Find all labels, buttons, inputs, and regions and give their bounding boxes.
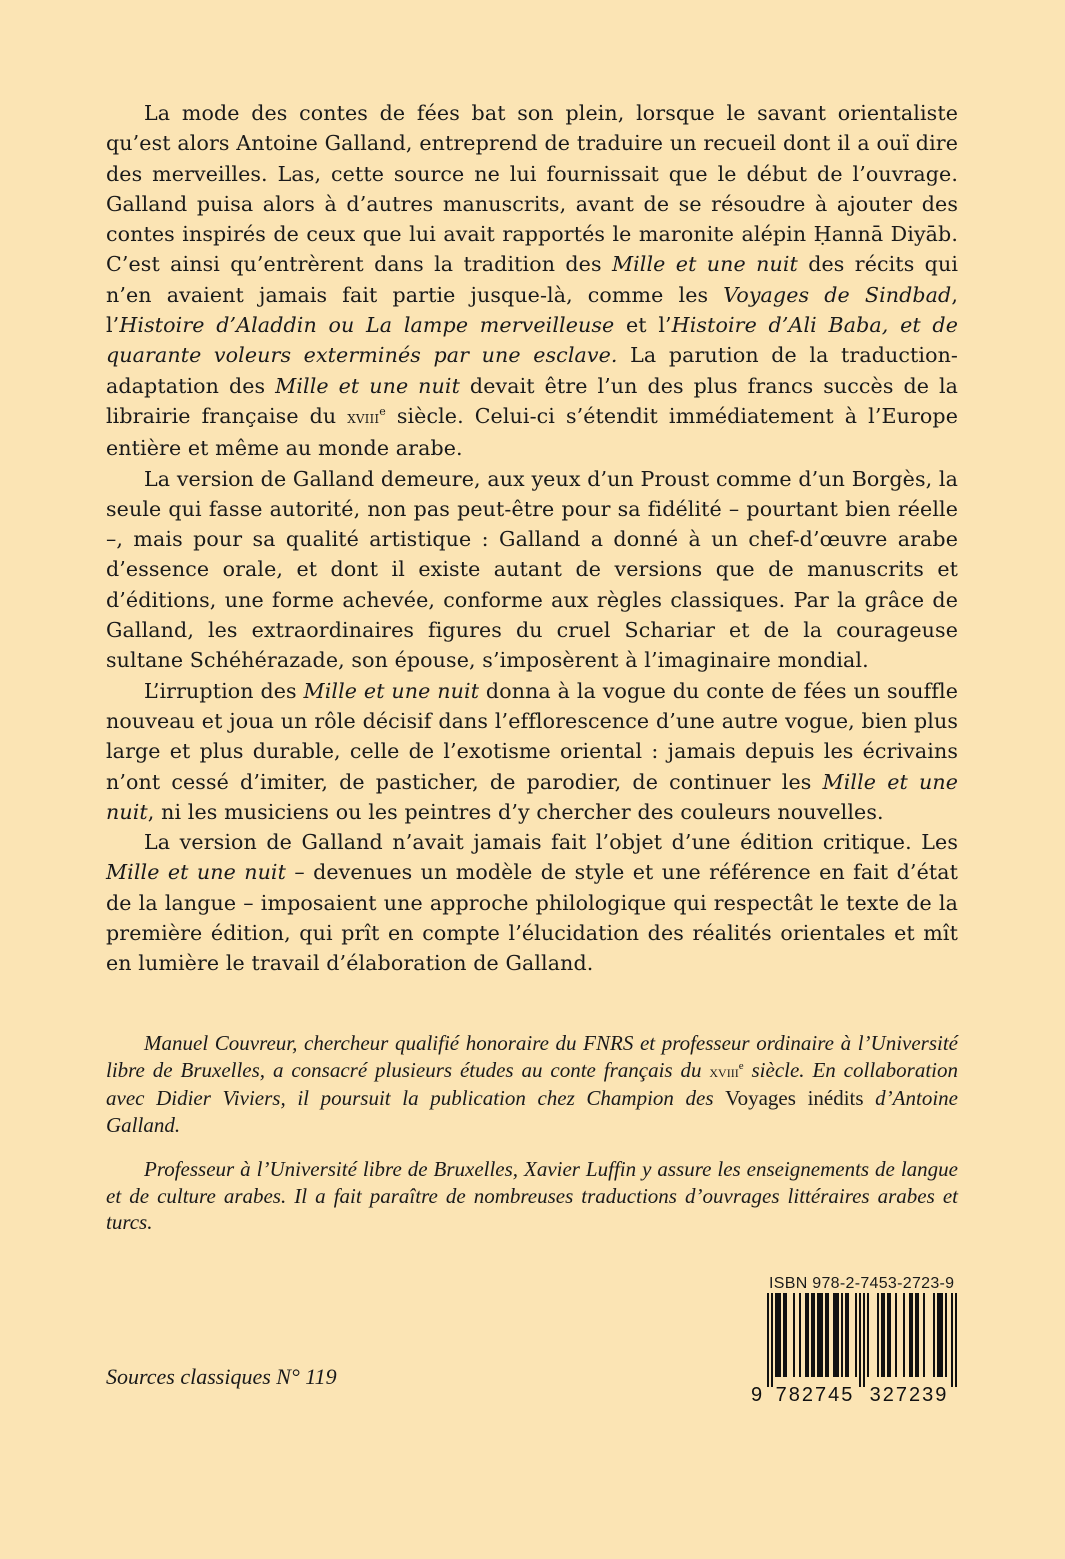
- upright-title: inédits: [807, 1086, 864, 1110]
- text-run: devait être l’un des plus francs succès de la librairie française du: [106, 373, 959, 428]
- barcode-bar: [923, 1293, 925, 1377]
- body-paragraph: [106, 676, 958, 827]
- italic-title: Mille et une nuit: [106, 769, 958, 824]
- barcode-bar: [855, 1293, 857, 1377]
- barcode-bar: [779, 1293, 781, 1377]
- barcode-bar: [903, 1293, 905, 1377]
- barcode-bar: [945, 1293, 947, 1377]
- text-run: des récits qui n’en avaient jamais fait partie jusque-là, comme les: [106, 252, 959, 307]
- barcode-bar: [955, 1293, 957, 1387]
- text-run: – devenues un modèle de style et une référence en fait d’état de la langue – imposaient une approche philologique qui respectât le texte de la première édition, qui prît en compte l’élucidation des réalités orientales et mît en lumière le travail d’élaboration de Galland.: [106, 860, 958, 976]
- barcode-bar: [951, 1293, 953, 1387]
- barcode-bar: [939, 1293, 941, 1377]
- barcode-bar: [859, 1293, 861, 1387]
- text-run: , ni les musiciens ou les peintres d’y chercher des couleurs nouvelles.: [147, 799, 884, 824]
- small-caps-text: xviii: [347, 407, 380, 428]
- text-run: Manuel Couvreur, chercheur qualifié honoraire du FNRS et professeur ordinaire à l’Université libre de Bruxelles, a consacré plusieurs études au conte français du: [106, 1031, 958, 1082]
- text-run: [796, 1086, 808, 1110]
- text-run: donna à la vogue du conte de fées un souffle nouveau et joua un rôle décisif dans l’efflorescence d’une autre vogue, bien plus large et plus durable, celle de l’exotisme oriental : jamais depuis les écrivains n’ont cessé d’imiter, de pasticher, de parodier, de continuer les: [106, 678, 958, 794]
- body-paragraph: [106, 464, 958, 676]
- body-paragraph: [106, 98, 958, 464]
- text-run: d’Antoine Galland.: [106, 1086, 958, 1137]
- barcode-bar: [819, 1293, 821, 1377]
- small-caps-text: xviii: [709, 1061, 739, 1081]
- barcode-bar: [775, 1293, 777, 1377]
- text-run: siècle. Celui-ci s’étendit immédiatement à l’Europe entière et même au monde arabe.: [106, 403, 958, 461]
- italic-title: Mille et une nuit: [106, 860, 286, 885]
- barcode-bar: [837, 1293, 839, 1377]
- text-run: La mode des contes de fées bat son plein, lorsque le savant orientaliste qu’est alors Antoine Galland, entreprend de traduire un recueil dont il a ouï dire des merveilles. Las, cette source ne lui fournissait que le début de l’ouvrage. Galland puisa alors à d’autres manuscrits, avant de se résoudre à ajouter des contes inspirés de ceux que lui avait rapportés le maronite alépin Ḥannā Diyāb. C’est ainsi qu’entrèrent dans la tradition des: [106, 101, 958, 277]
- author-bio-couvreur: [106, 1030, 958, 1138]
- italic-title: Histoire d’Aladdin ou La lampe merveilleuse: [119, 313, 615, 338]
- barcode-bar: [777, 1293, 779, 1377]
- barcode-bar: [881, 1293, 883, 1377]
- barcode-bar: [895, 1293, 897, 1377]
- author-bio-luffin-text: [106, 1156, 958, 1236]
- barcode-bar: [807, 1293, 809, 1377]
- barcode-bar: [841, 1293, 843, 1377]
- text-run: L’irruption des: [144, 678, 304, 703]
- italic-title: Mille et une nuit: [611, 252, 798, 277]
- barcode-bar: [863, 1293, 865, 1387]
- barcode-bar: [771, 1293, 773, 1387]
- barcode-bar: [889, 1293, 891, 1377]
- italic-title: Mille et une nuit: [303, 678, 480, 703]
- barcode: [745, 1293, 960, 1405]
- barcode-bar: [821, 1293, 823, 1377]
- author-bio-couvreur-text: [106, 1030, 958, 1138]
- barcode-bar: [827, 1293, 829, 1377]
- barcode-bar: [805, 1293, 807, 1377]
- barcode-bar: [845, 1293, 847, 1377]
- text-run: La version de Galland demeure, aux yeux d’un Proust comme d’un Borgès, la seule qui fasse autorité, non pas peut-être pour sa fidélité – pourtant bien réelle –, mais pour sa qualité artistique : Galland a donné à un chef-d’œuvre arabe d’essence orale, et dont il existe autant de versions que de manuscrits et d’éditions, une forme achevée, conforme aux règles classiques. Par la grâce de Galland, les extraordinaires figures du cruel Schariar et de la courageuse sultane Schéhérazade, son épouse, s’imposèrent à l’imaginaire mondial.: [106, 466, 958, 673]
- superscript: e: [379, 405, 386, 419]
- barcode-bar: [887, 1293, 889, 1377]
- text-run: et l’: [614, 313, 672, 338]
- body-paragraph: [106, 827, 958, 978]
- barcode-digits: 9: [751, 1384, 765, 1405]
- barcode-bar: [783, 1293, 785, 1377]
- isbn-label: ISBN 978-2-7453-2723-9: [769, 1275, 955, 1292]
- barcode-bar: [941, 1293, 943, 1377]
- barcode-bar: [883, 1293, 885, 1377]
- barcode-bar: [937, 1293, 939, 1377]
- main-text: [106, 98, 958, 979]
- barcode-bar: [811, 1293, 813, 1377]
- text-run: La version de Galland n’avait jamais fait l’objet d’une édition critique. Les: [144, 830, 958, 855]
- text-run: , l’: [106, 282, 958, 338]
- barcode-bar: [799, 1293, 801, 1377]
- barcode-digits: 782745: [775, 1384, 855, 1405]
- barcode-bar: [867, 1293, 869, 1377]
- barcode-bar: [933, 1293, 935, 1377]
- barcode-bar: [909, 1293, 911, 1377]
- text-run: La parution de la traduction-adaptation des: [106, 343, 958, 398]
- barcode-bar: [825, 1293, 827, 1377]
- barcode-bar: [915, 1293, 917, 1377]
- barcode-bar: [877, 1293, 879, 1377]
- italic-title: Histoire d’Ali Baba, et de quarante voleurs exterminés par une esclave.: [106, 313, 958, 368]
- barcode-bar: [847, 1293, 849, 1377]
- barcode-bar: [817, 1293, 819, 1377]
- barcode-bar: [785, 1293, 787, 1377]
- upright-title: Voyages: [725, 1086, 796, 1110]
- barcode-bar: [793, 1293, 795, 1377]
- barcode-bar: [911, 1293, 913, 1377]
- series-label: Sources classiques N° 119: [106, 1364, 337, 1389]
- superscript: e: [738, 1059, 744, 1072]
- barcode-bar: [917, 1293, 919, 1377]
- italic-title: Voyages de Sindbad: [723, 282, 952, 307]
- text-run: Professeur à l’Université libre de Bruxelles, Xavier Luffin y assure les enseignements de langue et de culture arabes. Il a fait paraître de nombreuses traductions d’ouvrages littéraires arabes et turcs.: [106, 1157, 958, 1234]
- italic-title: Mille et une nuit: [275, 373, 460, 398]
- barcode-bar: [835, 1293, 837, 1377]
- barcode-bar: [767, 1293, 769, 1387]
- text-run: siècle. En collaboration avec Didier Viviers, il poursuit la publication chez Champion des: [106, 1057, 959, 1110]
- author-bio-luffin: [106, 1156, 958, 1236]
- barcode-bar: [813, 1293, 815, 1377]
- barcode-bar: [833, 1293, 835, 1377]
- barcode-digits: 327239: [869, 1384, 949, 1405]
